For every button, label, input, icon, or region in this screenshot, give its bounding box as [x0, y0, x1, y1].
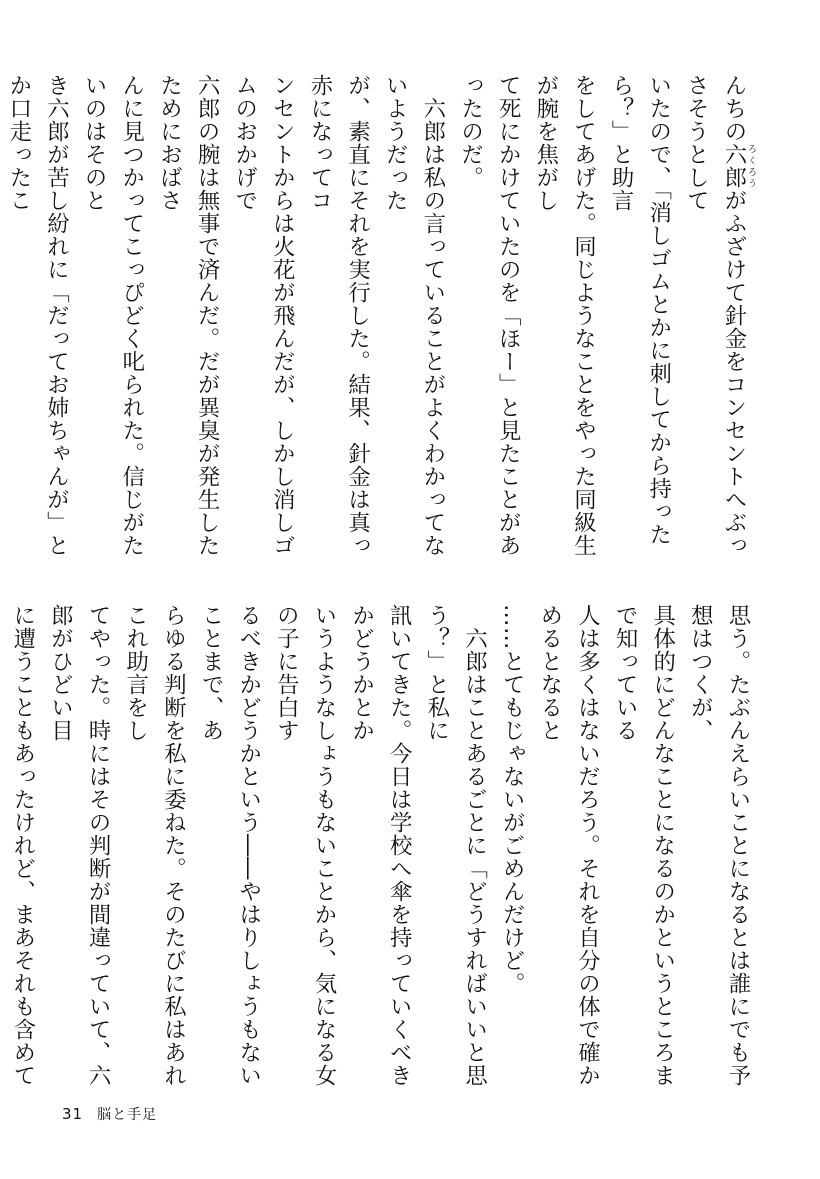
ruby-rokurou: 六郎 ろくろう: [721, 143, 756, 189]
body-text-lower: 思う。たぶんえらいことになるとは誰にでも予想はつくが、 具体的にどんなことになるのかというところまで知っている 人は多くはないだろう。それを自分の体で確かめるとなると ……とてもじゃないがごめんだけど。 六郎はことあるごとに「どうすればいいと思う？」と私に 訊いてきた。今日は学校へ傘を持っていくべきかどうかとか いうようなしょうもないことから、気になる女の子に告白す るべきかどうかという――やはりしょうもないことまで、あ らゆる判断を私に委ねた。そのたびに私はあれこれ助言をし てやった。時にはその判断が間違っていて、六郎がひどい目 に遭うこともあったけれど、まあそれも含めて: [9, 604, 751, 1087]
page-number: 31: [62, 1105, 84, 1123]
running-title: 脳と手足: [97, 1107, 158, 1123]
body-text-upper: んちの六郎 ろくろうがふざけて針金をコンセントへぶっさそうとして いたので、「消しゴムとかに刺してから持ったら？」と助言 をしてあげた。同じようなことをやった同級生が腕を焦がし て死にかけていたのを「ほー」と見たことがあったのだ。 六郎は私の言っていることがよくわかってないようだった が、素直にそれを実行した。結果、針金は真っ赤になってコ ンセントからは火花が飛んだが、しかし消しゴムのおかげで 六郎の腕は無事で済んだ。だが異臭が発生したためにおばさ んに見つかってこっぴどく叱られた。信じがたいのはそのと き六郎が苦し紛れに「だってお姉ちゃんが」とか口走ったこ: [5, 74, 756, 557]
page-footer: [62, 1104, 157, 1124]
